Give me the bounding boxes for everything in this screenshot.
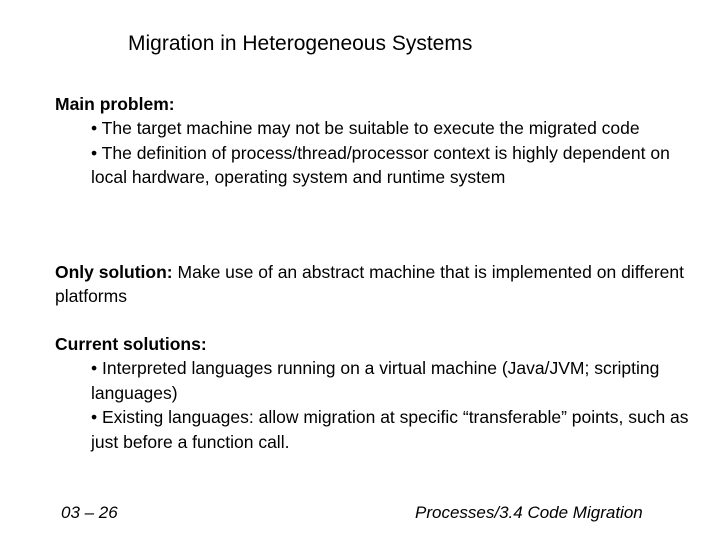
current-solutions-heading: Current solutions: <box>55 334 207 354</box>
only-solution-text: Make use of an abstract machine that is implemented on different platforms <box>55 262 684 307</box>
only-solution-section <box>55 260 695 309</box>
current-solutions-bullet-1: • Interpreted languages running on a virtual machine (Java/JVM; scripting languages) <box>91 358 660 403</box>
section-label: Processes/3.4 Code Migration <box>415 503 643 522</box>
slide-number: 03 – 26 <box>61 503 118 522</box>
current-solutions-bullet-2: • Existing languages: allow migration at specific “transferable” points, such as just before a function call. <box>91 407 689 452</box>
slide-title: Migration in Heterogeneous Systems <box>128 32 473 55</box>
main-problem-bullet-1: • The target machine may not be suitable to execute the migrated code <box>91 118 640 139</box>
main-problem-heading: Main problem: <box>55 94 175 114</box>
main-problem-bullet-2: • The definition of process/thread/processor context is highly dependent on local hardware, operating system and runtime system <box>91 142 670 188</box>
current-solutions-section <box>55 332 695 454</box>
main-problem-section <box>55 92 695 190</box>
only-solution-heading: Only solution: <box>55 262 173 282</box>
